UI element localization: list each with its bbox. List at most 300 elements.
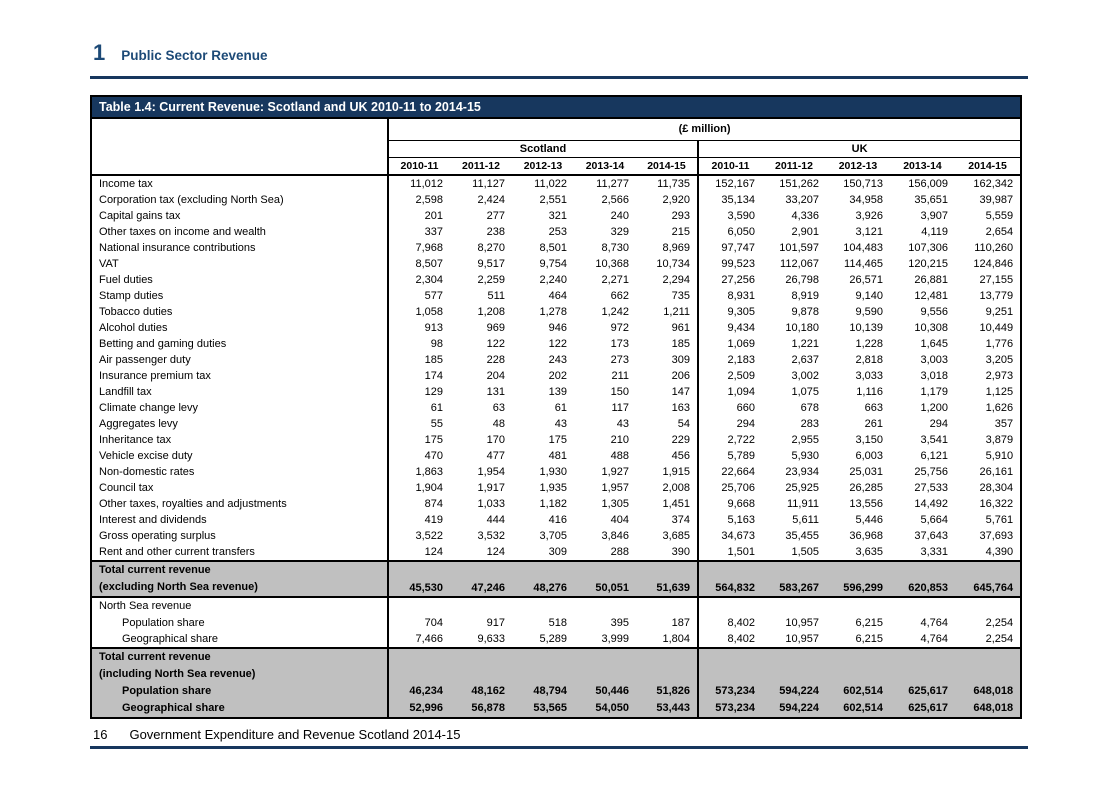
row-label: Geographical share [92,700,388,717]
table-row [92,400,1020,416]
cell: 1,278 [539,306,567,318]
cell: 11,277 [596,178,629,190]
cell: 131 [486,386,505,398]
cell [826,597,890,615]
cell: 3,532 [477,530,505,542]
cell: 5,761 [985,514,1014,526]
row-label: Geographical share [122,633,219,645]
cell: 5,910 [985,450,1014,462]
cell: 50,051 [574,561,636,597]
cell [574,597,636,615]
cell: 583,267 [762,561,826,597]
row-label: Non-domestic rates [99,466,195,478]
cell: 456 [671,450,690,462]
cell: 6,121 [920,450,948,462]
cell: 2,598 [388,192,450,208]
cell: 1,211 [663,306,690,318]
cell [890,648,955,683]
table-row [92,631,1020,648]
cell: 13,556 [849,498,883,510]
cell: 917 [486,617,505,629]
cell: 594,224 [762,700,826,717]
table-row [92,683,1020,700]
cell: 204 [486,370,505,382]
cell: 404 [610,514,629,526]
cell: 1,069 [698,336,762,352]
cell: 6,003 [855,450,883,462]
cell: 52,996 [388,700,450,717]
cell: 2,654 [985,226,1014,238]
cell: 1,927 [601,466,629,478]
row-label: Council tax [99,482,154,494]
row-label: Rent and other current transfers [99,546,255,558]
cell: 8,402 [698,615,762,631]
table-row [92,464,1020,480]
cell: 1,917 [477,482,505,494]
group-header-uk: UK [698,140,1020,157]
table-row [92,352,1020,368]
cell: 53,565 [512,700,574,717]
cell: 662 [610,290,629,302]
cell: 9,556 [920,306,948,318]
cell: 34,958 [849,194,883,206]
row-label: Insurance premium tax [99,370,211,382]
cell: 8,270 [477,242,505,254]
cell: 9,668 [698,496,762,512]
cell: 1,182 [539,498,567,510]
cell: 946 [548,322,567,334]
cell: 288 [610,546,629,558]
cell: 1,058 [388,304,450,320]
cell: 283 [800,418,819,430]
cell [450,648,512,683]
cell [450,597,512,615]
footer-divider [90,746,1028,749]
cell [826,648,890,683]
cell: 3,205 [985,354,1014,366]
cell: 2,424 [477,194,505,206]
cell: 124 [486,546,505,558]
cell: 54 [677,418,690,430]
cell: 9,251 [985,306,1014,318]
cell: 419 [388,512,450,528]
row-label: Alcohol duties [99,322,168,334]
cell: 10,957 [785,617,819,629]
table-header [92,119,1020,175]
cell: 573,234 [698,700,762,717]
cell: 10,449 [979,322,1014,334]
cell [955,648,1020,683]
row-label: Population share [92,683,388,700]
cell: 470 [388,448,450,464]
cell [955,597,1020,615]
cell: 122 [548,338,567,350]
cell: 26,571 [849,274,883,286]
cell: 8,919 [791,290,819,302]
cell: 206 [671,370,690,382]
cell: 1,200 [920,402,948,414]
row-label: Population share [122,617,205,629]
cell: 1,505 [791,546,819,558]
cell [512,648,574,683]
cell: 112,067 [780,258,819,270]
cell: 395 [610,617,629,629]
table-row [92,256,1020,272]
cell: 1,957 [601,482,629,494]
cell: 5,611 [792,514,819,526]
cell: 620,853 [890,561,955,597]
cell: 11,012 [388,175,450,192]
cell: 3,635 [855,546,883,558]
cell: 564,832 [698,561,762,597]
cell: 735 [671,290,690,302]
row-label: Inheritance tax [99,434,172,446]
table-row [92,336,1020,352]
cell: 185 [388,352,450,368]
cell: 2,271 [601,274,629,286]
row-label: Vehicle excise duty [99,450,193,462]
cell: 5,446 [855,514,883,526]
cell: 37,693 [979,530,1014,542]
row-label: Income tax [99,178,153,190]
cell: 10,139 [849,322,883,334]
cell: 174 [388,368,450,384]
chapter-header [93,40,268,66]
cell: 26,285 [849,482,883,494]
table-row [92,192,1020,208]
cell: 8,402 [698,631,762,648]
cell [574,648,636,683]
cell: 162,342 [973,178,1014,190]
cell: 1,451 [662,498,690,510]
cell: 9,434 [698,320,762,336]
cell [762,597,826,615]
cell [636,597,698,615]
cell: 3,705 [539,530,567,542]
footer-title: Government Expenditure and Revenue Scotland 2014-15 [129,727,461,742]
cell: 1,208 [477,306,505,318]
cell: 625,617 [890,700,955,717]
table-row [92,648,1020,683]
cell: 35,134 [698,192,762,208]
cell: 25,925 [785,482,819,494]
cell: 678 [800,402,819,414]
cell: 5,289 [539,633,567,645]
cell: 185 [671,338,690,350]
cell: 63 [492,402,505,414]
cell [698,648,762,683]
page-number: 16 [93,727,108,742]
cell: 444 [486,514,505,526]
cell: 201 [388,208,450,224]
cell: 477 [486,450,505,462]
cell: 10,734 [656,258,690,270]
cell: 625,617 [890,683,955,700]
table-row [92,240,1020,256]
cell: 211 [611,370,629,382]
row-label: Betting and gaming duties [99,338,227,350]
cell: 6,050 [698,224,762,240]
cell: 1,904 [388,480,450,496]
cell: 253 [548,226,567,238]
cell: 101,597 [779,242,819,254]
table-row [92,175,1020,192]
row-label: Other taxes, royalties and adjustments [99,498,287,510]
cell: 9,878 [791,306,819,318]
cell: 163 [671,402,690,414]
cell: 129 [388,384,450,400]
cell: 2,901 [791,226,819,238]
row-label: Landfill tax [99,386,152,398]
cell: 51,639 [636,561,698,597]
cell: 45,530 [388,561,450,597]
cell: 25,031 [849,466,883,478]
cell: 5,559 [985,210,1014,222]
cell: 2,566 [601,194,629,206]
cell: 35,455 [785,530,819,542]
cell: 5,664 [920,514,948,526]
year-header: 2010-11 [388,157,450,175]
cell: 8,931 [698,288,762,304]
cell: 969 [486,322,505,334]
cell: 27,155 [979,274,1014,286]
cell: 3,926 [855,210,883,222]
cell: 25,756 [914,466,948,478]
cell: 1,116 [856,386,883,398]
cell: 2,304 [388,272,450,288]
cell: 3,002 [791,370,819,382]
cell: 124,846 [973,258,1014,270]
label-column-header [92,119,388,175]
table-row [92,561,1020,597]
cell: 37,643 [914,530,948,542]
table-row [92,224,1020,240]
cell: 48,276 [512,561,574,597]
cell: 596,299 [826,561,890,597]
cell: 9,590 [855,306,883,318]
cell: 874 [388,496,450,512]
cell: 8,969 [662,242,690,254]
cell: 663 [864,402,883,414]
cell: 3,033 [855,370,883,382]
cell: 1,228 [855,338,883,350]
cell: 229 [671,434,690,446]
cell: 1,305 [601,498,629,510]
row-label: VAT [99,258,119,270]
cell: 464 [548,290,567,302]
row-label: Stamp duties [99,290,164,302]
chapter-number: 1 [93,40,106,65]
cell: 645,764 [955,561,1020,597]
cell: 7,968 [388,240,450,256]
row-label: Gross operating surplus [99,530,216,542]
cell: 2,008 [662,482,690,494]
cell: 416 [548,514,567,526]
table-row [92,272,1020,288]
cell [636,648,698,683]
cell: 97,747 [698,240,762,256]
row-label: Aggregates levy [99,418,178,430]
row-label: Corporation tax (excluding North Sea) [99,194,284,206]
cell: 1,033 [477,498,505,510]
cell: 13,779 [979,290,1014,302]
cell: 4,764 [920,633,948,645]
cell: 2,294 [662,274,690,286]
cell: 4,119 [921,226,948,238]
cell: 277 [486,210,505,222]
cell: 273 [610,354,629,366]
cell: 35,651 [914,194,948,206]
cell: 390 [671,546,690,558]
cell: 602,514 [826,700,890,717]
page-footer [93,727,460,742]
cell: 602,514 [826,683,890,700]
cell [388,648,450,683]
cell: 9,140 [855,290,883,302]
cell: 4,390 [985,546,1014,558]
cell: 150,713 [843,178,883,190]
cell: 961 [671,322,690,334]
cell: 25,706 [698,480,762,496]
cell: 9,754 [539,258,567,270]
cell: 594,224 [762,683,826,700]
cell: 1,776 [985,338,1014,350]
cell: 11,735 [657,178,690,190]
cell: 1,930 [539,466,567,478]
cell: 6,215 [855,633,883,645]
cell: 8,501 [539,242,567,254]
row-label: Total current revenue (including North Sea revenue) [92,648,388,683]
year-header: 2013-14 [574,157,636,175]
table-row [92,512,1020,528]
cell: 2,637 [791,354,819,366]
cell [512,597,574,615]
cell: 46,234 [388,683,450,700]
cell: 4,336 [791,210,819,222]
cell: 3,846 [601,530,629,542]
cell: 56,878 [450,700,512,717]
cell: 2,183 [698,352,762,368]
year-header: 2013-14 [890,157,955,175]
cell: 107,306 [908,242,948,254]
cell: 518 [548,617,567,629]
row-label: Total current revenue (excluding North Sea revenue) [92,561,388,597]
cell: 321 [548,210,567,222]
cell: 33,207 [785,194,819,206]
table-row [92,496,1020,512]
cell: 972 [610,322,629,334]
table-row [92,416,1020,432]
cell: 3,121 [855,226,883,238]
cell: 51,826 [636,683,698,700]
cell: 2,973 [985,370,1014,382]
cell: 173 [610,338,629,350]
cell: 43 [554,418,567,430]
cell: 577 [388,288,450,304]
cell: 8,507 [388,256,450,272]
cell: 357 [994,418,1014,430]
cell: 2,920 [662,194,690,206]
cell: 1,094 [698,384,762,400]
cell: 2,818 [855,354,883,366]
cell: 22,664 [698,464,762,480]
cell: 3,331 [920,546,948,558]
cell: 53,443 [636,700,698,717]
cell: 27,533 [914,482,948,494]
chapter-title: Public Sector Revenue [121,48,268,63]
cell: 2,722 [698,432,762,448]
year-header: 2011-12 [450,157,512,175]
cell: 7,466 [388,631,450,648]
cell: 2,259 [477,274,505,286]
table-row [92,615,1020,631]
cell: 26,161 [979,466,1014,478]
cell: 3,879 [985,434,1014,446]
cell: 36,968 [849,530,883,542]
cell: 156,009 [908,178,948,190]
cell: 2,509 [698,368,762,384]
cell: 5,789 [698,448,762,464]
cell: 14,492 [914,498,948,510]
row-label: Climate change levy [99,402,199,414]
cell [762,648,826,683]
cell: 151,262 [779,178,819,190]
table-row [92,597,1020,615]
cell: 23,934 [785,466,819,478]
table-row [92,700,1020,717]
cell: 9,305 [698,304,762,320]
cell: 114,465 [844,258,883,270]
row-label: North Sea revenue [99,600,192,612]
table-row [92,368,1020,384]
table-row [92,208,1020,224]
cell: 150 [610,386,629,398]
cell: 3,150 [855,434,883,446]
cell: 4,764 [920,617,948,629]
cell: 12,481 [914,290,948,302]
cell: 1,645 [920,338,948,350]
cell: 98 [388,336,450,352]
row-label: Other taxes on income and wealth [99,226,266,238]
cell: 48 [492,418,505,430]
cell: 2,551 [539,194,567,206]
cell: 704 [388,615,450,631]
cell: 34,673 [698,528,762,544]
cell: 240 [610,210,629,222]
cell: 648,018 [955,700,1020,717]
table-row [92,528,1020,544]
cell: 187 [671,617,690,629]
row-label: Air passenger duty [99,354,191,366]
year-header: 2012-13 [512,157,574,175]
cell: 10,368 [595,258,629,270]
table-row [92,384,1020,400]
table-body [92,175,1020,717]
cell: 48,794 [512,683,574,700]
cell: 238 [486,226,505,238]
table-row [92,432,1020,448]
cell: 3,999 [601,633,629,645]
revenue-table-container [90,95,1022,719]
cell: 2,240 [539,274,567,286]
cell: 293 [671,210,690,222]
cell: 5,163 [698,512,762,528]
cell: 11,911 [786,498,819,510]
cell: 61 [388,400,450,416]
cell: 1,626 [985,402,1014,414]
cell: 5,930 [791,450,819,462]
cell: 152,167 [698,175,762,192]
